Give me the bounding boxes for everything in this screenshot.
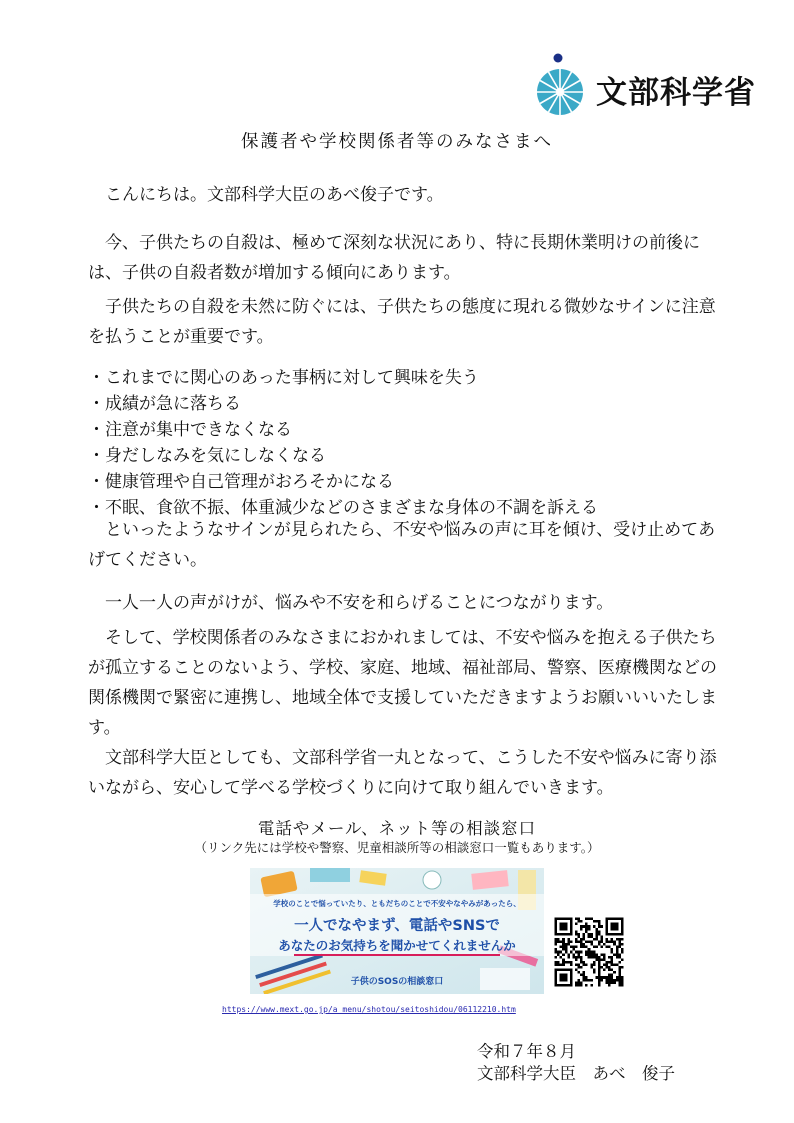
consult-note: （リンク先には学校や警察、児童相談所等の相談窓口一覧もあります。） [194,840,600,855]
sign-list-item: ・身だしなみを気にしなくなる [88,446,326,466]
page-title: 保護者や学校関係者等のみなさまへ [241,132,553,152]
greeting-paragraph: こんにちは。文部科学大臣のあべ俊子です。 [88,185,444,205]
paragraph-voice: 一人一人の声がけが、悩みや不安を和らげることにつながります。 [88,593,614,613]
banner-line1: 学校のことで悩っていたり、ともだちのことで不安やなやみがあったら、 [273,899,521,908]
sign-list-item: ・これまでに関心のあった事柄に対して興味を失う [88,368,479,388]
paragraph-suicide-trend: 今、子供たちの自殺は、極めて深刻な状況にあり、特に長期休業明けの前後には、子供の自殺者数が増加する傾向にあります。 [88,233,700,283]
signature-name: 文部科学大臣 あべ 俊子 [477,1064,675,1083]
paragraph-signs-intro: 子供たちの自殺を未然に防ぐには、子供たちの態度に現れる微妙なサインに注意を払うことが重要です。 [88,297,716,347]
mext-logo [530,50,756,120]
signature-date: 令和７年８月 [477,1042,576,1061]
paragraph-listen: といったようなサインが見られたら、不安や悩みの声に耳を傾け、受け止めてあげてください。 [88,520,716,570]
sos-consultation-banner[interactable] [250,868,544,994]
qr-code-icon[interactable] [552,915,626,989]
consultation-link[interactable]: https://www.mext.go.jp/a_menu/shotou/seitoshidou/06112210.htm [222,1005,516,1014]
sign-list-item: ・注意が集中できなくなる [88,420,292,440]
banner-line2: 一人でなやまず、電話やSNSで [294,918,500,934]
sign-list-item: ・不眠、食欲不振、体重減少などのさまざまな身体の不調を訴える [88,498,598,518]
paragraph-collaboration: そして、学校関係者のみなさまにおかれましては、不安や悩みを抱える子供たちが孤立することのないよう、学校、家庭、地域、福祉部局、警察、医療機関などの関係機関で緊密に連携し、地域全体で支援していただきますようお願いいいたします。 [88,628,717,738]
sign-list-item: ・健康管理や自己管理がおろそかになる [88,472,394,492]
mext-emblem-icon [530,50,594,116]
paragraph-minister-commitment: 文部科学大臣としても、文部科学省一丸となって、こうした不安や悩みに寄り添いながら、安心して学べる学校づくりに向けて取り組んでいきます。 [88,748,717,798]
sign-list-item: ・成績が急に落ちる [88,394,241,414]
consult-heading: 電話やメール、ネット等の相談窓口 [257,819,537,838]
banner-footer: 子供のSOSの相談窓口 [350,977,444,987]
logo-text: 文部科学省 [596,75,756,111]
banner-line3: あなたのお気持ちを聞かせてくれませんか [278,938,516,953]
banner-illustration [250,868,544,994]
